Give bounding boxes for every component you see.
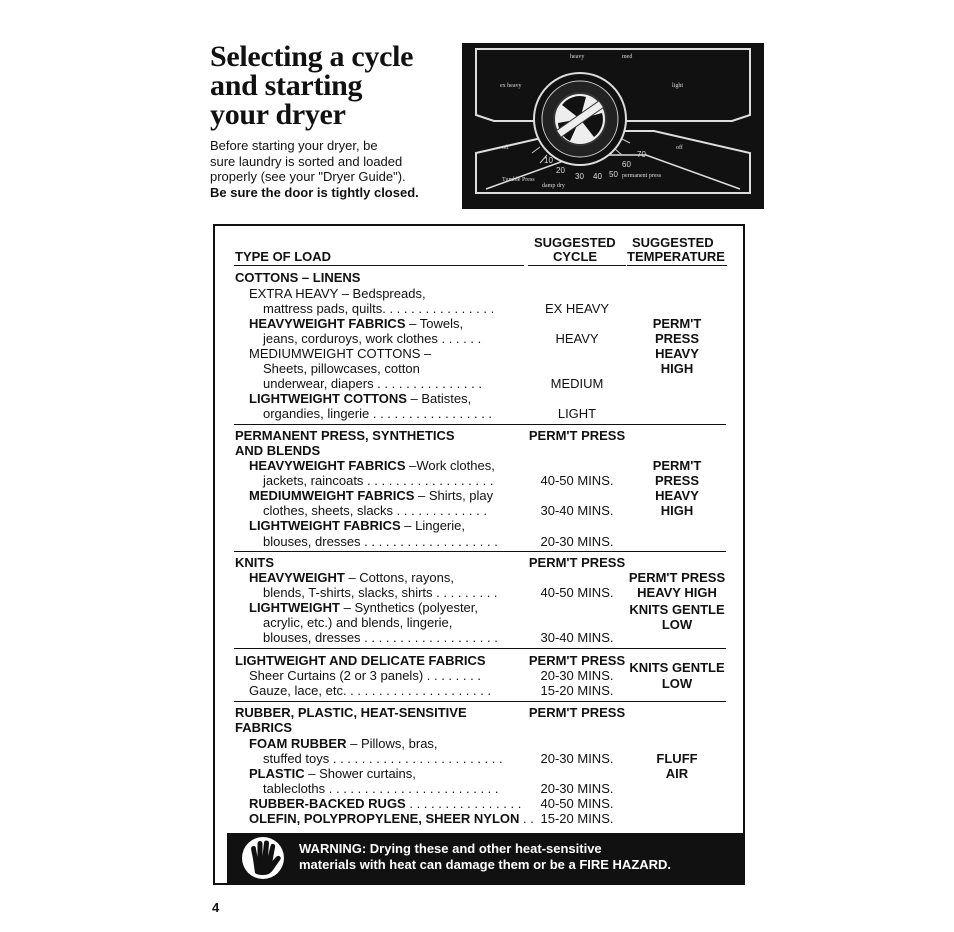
rubber-heading-1: RUBBER, PLASTIC, HEAT-SENSITIVE [235, 705, 467, 720]
perm-line-5 [249, 518, 465, 533]
knits-heading: KNITS [235, 555, 274, 570]
rubber-cycle-time-3: 40-50 MINS. [540, 796, 614, 811]
perm-temp-3: HEAVY [655, 488, 699, 503]
perm-cycle: PERM'T PRESS [528, 428, 626, 443]
rubber-cycle: PERM'T PRESS [528, 705, 626, 720]
intro-paragraph [210, 138, 455, 200]
cottons-line-4: jeans, corduroys, work clothes . . . . . . [263, 331, 482, 346]
dial-num-20: 20 [556, 166, 565, 175]
delicate-temp-1: KNITS GENTLE [629, 660, 725, 675]
perm-line-5-rest: – Lingerie, [400, 518, 465, 533]
delicate-heading: LIGHTWEIGHT AND DELICATE FABRICS [235, 653, 486, 668]
perm-temp-1: PERM'T [652, 458, 702, 473]
cottons-temp-4: HIGH [660, 361, 694, 376]
cottons-temp-1: PERM'T [652, 316, 702, 331]
cottons-line-6: Sheets, pillowcases, cotton [263, 361, 420, 376]
header-temp-1: SUGGESTED [632, 235, 714, 250]
dial-label-tumble-press: Tumble Press [502, 177, 535, 183]
cottons-line-9: organdies, lingerie . . . . . . . . . . . . . . . . . [263, 406, 493, 421]
rubber-line-6-rest: . . [519, 811, 534, 826]
rubber-line-5-bold: RUBBER-BACKED RUGS [249, 796, 406, 811]
delicate-temp-2: LOW [661, 676, 693, 691]
rubber-cycle-time-2: 20-30 MINS. [540, 781, 614, 796]
knits-line-4: acrylic, etc.) and blends, lingerie, [263, 615, 453, 630]
warning-line-2: materials with heat can damage them or be a FIRE HAZARD. [299, 857, 672, 872]
delicate-cycle-time-2: 15-20 MINS. [540, 683, 614, 698]
perm-line-2: jackets, raincoats . . . . . . . . . . . . . . . . . . [263, 473, 494, 488]
warning-line-1: WARNING: Drying these and other heat-sensitive [299, 841, 602, 856]
knits-line-2: blends, T-shirts, slacks, shirts . . . . . . . . . [263, 585, 498, 600]
header-temp-2: TEMPERATURE [627, 249, 725, 264]
cottons-line-2: mattress pads, quilts. . . . . . . . . . . . . . . . [263, 301, 495, 316]
cottons-cycle-heavy: HEAVY [555, 331, 599, 346]
cottons-heading: COTTONS – LINENS [235, 270, 361, 285]
dial-drawing [462, 43, 764, 209]
perm-heading-1: PERMANENT PRESS, SYNTHETICS [235, 428, 455, 443]
knits-cycle: PERM'T PRESS [528, 555, 626, 570]
page-number: 4 [212, 900, 220, 915]
rubber-line-3-rest: – Shower curtains, [304, 766, 416, 781]
cottons-temp-2: PRESS [654, 331, 700, 346]
perm-line-5-bold: LIGHTWEIGHT FABRICS [249, 518, 401, 533]
delicate-cycle-time-1: 20-30 MINS. [540, 668, 614, 683]
rubber-line-6-bold: OLEFIN, POLYPROPYLENE, SHEER NYLON [249, 811, 520, 826]
rubber-temp-1: FLUFF [656, 751, 698, 766]
rubber-line-3 [249, 766, 416, 781]
intro-line-1: Before starting your dryer, be [210, 138, 378, 153]
cottons-line-1: EXTRA HEAVY – Bedspreads, [249, 286, 426, 301]
knits-line-1-rest: – Cottons, rayons, [344, 570, 454, 585]
cottons-cycle-light: LIGHT [557, 406, 597, 421]
perm-temp-4: HIGH [660, 503, 694, 518]
cottons-line-3 [249, 316, 463, 331]
dial-label-off-right: off [676, 145, 683, 151]
knits-line-5: blouses, dresses . . . . . . . . . . . . . . . . . . . [263, 630, 498, 645]
knits-temp-4: LOW [661, 617, 693, 632]
rubber-heading-2: FABRICS [235, 720, 293, 735]
header-rule-mid [528, 265, 626, 266]
dryer-dial-illustration [462, 43, 764, 209]
cottons-line-3-rest: – Towels, [405, 316, 464, 331]
delicate-cycle: PERM'T PRESS [528, 653, 626, 668]
dial-label-heavy: heavy [570, 54, 585, 60]
cottons-cycle-ex-heavy: EX HEAVY [544, 301, 610, 316]
header-cycle-1: SUGGESTED [534, 235, 616, 250]
intro-warning: Be sure the door is tightly closed. [210, 184, 419, 200]
rubber-line-1-rest: – Pillows, bras, [346, 736, 438, 751]
perm-line-1 [249, 458, 495, 473]
rubber-cycle-time-4: 15-20 MINS. [540, 811, 614, 826]
knits-line-3-rest: – Synthetics (polyester, [340, 600, 479, 615]
dial-label-ex-heavy: ex heavy [500, 83, 522, 89]
dial-label-off-left: off [502, 145, 509, 151]
cottons-cycle-medium: MEDIUM [550, 376, 604, 391]
dial-num-60: 60 [622, 160, 631, 169]
perm-line-3-bold: MEDIUMWEIGHT FABRICS [249, 488, 415, 503]
warning-text [299, 841, 671, 873]
delicate-line-2: Gauze, lace, etc. . . . . . . . . . . . . . . . . . . . . [249, 683, 492, 698]
perm-line-6: blouses, dresses . . . . . . . . . . . . . . . . . . . [263, 534, 498, 549]
perm-line-3 [249, 488, 493, 503]
knits-line-3-bold: LIGHTWEIGHT [249, 600, 340, 615]
header-rule-right [627, 265, 727, 266]
cottons-temp-3: HEAVY [655, 346, 699, 361]
warning-banner [227, 833, 744, 883]
page-title [210, 42, 460, 129]
rule-after-perm [234, 551, 726, 552]
intro-line-3: properly (see your "Dryer Guide"). [210, 169, 406, 184]
rubber-cycle-time-1: 20-30 MINS. [540, 751, 614, 766]
hand-warning-icon [233, 835, 293, 881]
knits-line-1 [249, 570, 454, 585]
rule-after-cottons [234, 424, 726, 425]
header-type-of-load: TYPE OF LOAD [235, 249, 332, 264]
perm-line-1-bold: HEAVYWEIGHT FABRICS [249, 458, 406, 473]
rubber-line-2: stuffed toys . . . . . . . . . . . . . . . . . . . . . . . . [263, 751, 503, 766]
knits-cycle-time-2: 30-40 MINS. [540, 630, 614, 645]
cottons-line-8-bold: LIGHTWEIGHT COTTONS [249, 391, 407, 406]
rule-after-knits [234, 648, 726, 649]
perm-line-3-rest: – Shirts, play [414, 488, 494, 503]
rubber-line-1 [249, 736, 438, 751]
title-line-3: your dryer [210, 98, 346, 131]
cottons-line-8 [249, 391, 471, 406]
knits-temp-3: KNITS GENTLE [629, 602, 725, 617]
dial-label-damp-dry: damp dry [542, 183, 565, 189]
dial-label-permanent-press: permanent press [622, 173, 662, 179]
rubber-line-5 [249, 796, 521, 811]
perm-cycle-time-3: 20-30 MINS. [540, 534, 614, 549]
delicate-line-1: Sheer Curtains (2 or 3 panels) . . . . . . . . [249, 668, 481, 683]
header-cycle-2: CYCLE [553, 249, 598, 264]
rule-after-delicate [234, 701, 726, 702]
rubber-line-5-rest: . . . . . . . . . . . . . . . . [405, 796, 522, 811]
knits-cycle-time-1: 40-50 MINS. [540, 585, 614, 600]
intro-line-2: sure laundry is sorted and loaded [210, 153, 403, 169]
perm-line-4: clothes, sheets, slacks . . . . . . . . . . . . . [263, 503, 487, 518]
perm-line-1-rest: –Work clothes, [405, 458, 495, 473]
cottons-line-5: MEDIUMWEIGHT COTTONS – [249, 346, 432, 361]
dial-label-light: light [672, 83, 684, 89]
dial-num-50: 50 [609, 170, 618, 179]
rubber-line-6 [249, 811, 534, 826]
dial-num-30: 30 [575, 172, 584, 181]
rubber-line-4: tablecloths . . . . . . . . . . . . . . . . . . . . . . . . [263, 781, 499, 796]
knits-line-1-bold: HEAVYWEIGHT [249, 570, 345, 585]
cottons-line-3-bold: HEAVYWEIGHT FABRICS [249, 316, 406, 331]
perm-temp-2: PRESS [654, 473, 700, 488]
title-line-2: and starting [210, 69, 363, 102]
dial-num-10: 10 [544, 156, 553, 165]
perm-cycle-time-1: 40-50 MINS. [540, 473, 614, 488]
knits-temp-1: PERM'T PRESS [628, 570, 726, 585]
perm-heading-2: AND BLENDS [235, 443, 321, 458]
rubber-temp-2: AIR [665, 766, 689, 781]
perm-cycle-time-2: 30-40 MINS. [540, 503, 614, 518]
header-rule-left [234, 265, 524, 266]
title-line-1: Selecting a cycle [210, 40, 414, 73]
knits-temp-2: HEAVY HIGH [637, 585, 717, 600]
dial-label-med: med [622, 54, 633, 60]
rubber-line-1-bold: FOAM RUBBER [249, 736, 347, 751]
knits-line-3 [249, 600, 478, 615]
cottons-line-8-rest: – Batistes, [406, 391, 472, 406]
cottons-line-7: underwear, diapers . . . . . . . . . . . . . . . [263, 376, 482, 391]
rubber-line-3-bold: PLASTIC [249, 766, 305, 781]
dial-num-40: 40 [593, 172, 602, 181]
dial-num-70: 70 [637, 150, 646, 159]
